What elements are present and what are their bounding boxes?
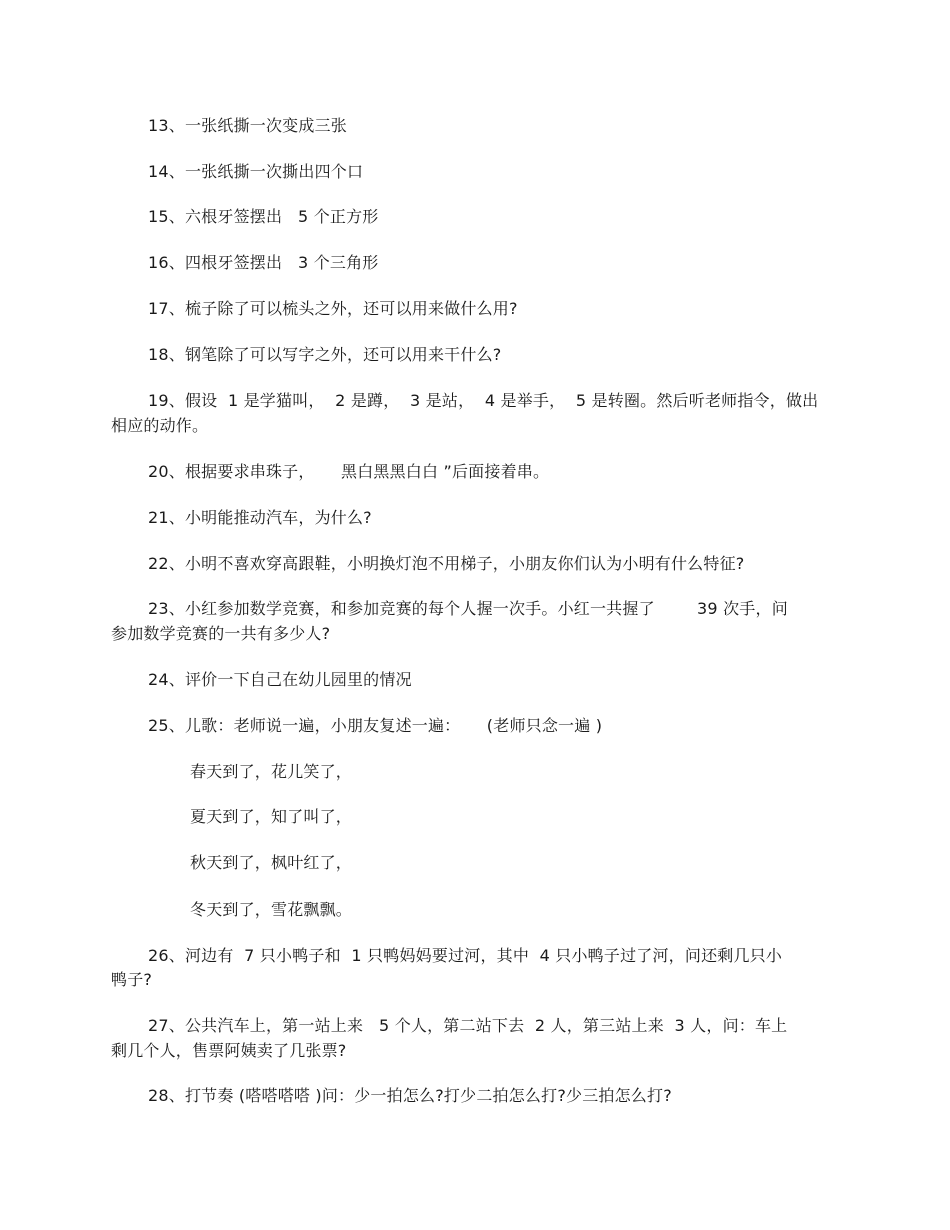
question-number: 26 [148, 946, 169, 965]
rhyme-line-autumn: 秋天到了，枫叶红了， [190, 853, 353, 872]
question-number: 23 [148, 599, 169, 618]
question-number: 28 [148, 1086, 169, 1105]
question-27-continuation: 剩几个人，售票阿姨卖了几张票? [111, 1041, 347, 1060]
question-number: 27 [148, 1016, 169, 1035]
question-number: 21 [148, 508, 169, 527]
question-18 [148, 344, 501, 366]
question-text: 、钢笔除了可以写字之外，还可以用来干什么? [168, 345, 502, 364]
question-number: 17 [148, 299, 169, 318]
question-23-continuation: 参加数学竞赛的一共有多少人? [111, 624, 331, 643]
rhyme-line-spring: 春天到了，花儿笑了， [190, 762, 353, 781]
question-text: 、一张纸撕一次变成三张 [168, 116, 347, 135]
rhyme-line-summer: 夏天到了，知了叫了， [190, 807, 353, 826]
question-23 [148, 598, 788, 620]
question-text: 、一张纸撕一次撕出四个口 [168, 162, 364, 181]
question-number: 22 [148, 554, 169, 573]
question-26-continuation: 鸭子? [111, 970, 153, 989]
question-16 [148, 252, 379, 274]
question-17 [148, 298, 518, 320]
question-text: 、四根牙签摆出 3 个三角形 [168, 253, 379, 272]
question-text: 、打节奏 (嗒嗒嗒嗒 )问：少一拍怎么?打少二拍怎么打?少三拍怎么打? [168, 1086, 672, 1105]
question-25 [148, 715, 602, 737]
question-number: 14 [148, 162, 169, 181]
question-14 [148, 161, 363, 183]
question-20 [148, 461, 549, 483]
question-text: 、儿歌：老师说一遍，小朋友复述一遍： (老师只念一遍 ) [168, 716, 603, 735]
question-number: 16 [148, 253, 169, 272]
question-number: 24 [148, 670, 169, 689]
question-24 [148, 669, 412, 691]
question-text: 、根据要求串珠子， 黑白黑黑白白 ”后面接着串。 [168, 462, 550, 481]
question-number: 18 [148, 345, 169, 364]
question-number: 20 [148, 462, 169, 481]
question-text: 、小明不喜欢穿高跟鞋，小明换灯泡不用梯子，小朋友你们认为小明有什么特征? [168, 554, 745, 573]
question-text: 、梳子除了可以梳头之外，还可以用来做什么用? [168, 299, 518, 318]
question-text: 、假设 1 是学猫叫， 2 是蹲， 3 是站， 4 是举手， 5 是转圈。然后听老师指令，做出 [168, 391, 819, 410]
question-19 [148, 390, 818, 412]
question-number: 25 [148, 716, 169, 735]
question-text: 、公共汽车上，第一站上来 5 个人，第二站下去 2 人，第三站上来 3 人，问：车上 [168, 1016, 788, 1035]
question-15 [148, 206, 379, 228]
question-22 [148, 553, 744, 575]
question-number: 19 [148, 391, 169, 410]
question-13 [148, 115, 347, 137]
question-26 [148, 945, 782, 967]
question-text: 、评价一下自己在幼儿园里的情况 [168, 670, 412, 689]
question-text: 、小明能推动汽车，为什么? [168, 508, 372, 527]
rhyme-line-winter: 冬天到了，雪花飘飘。 [190, 900, 353, 919]
question-21 [148, 507, 372, 529]
question-text: 、小红参加数学竞赛，和参加竞赛的每个人握一次手。小红一共握了 39 次手，问 [168, 599, 788, 618]
question-19-continuation: 相应的动作。 [111, 416, 209, 435]
question-number: 15 [148, 207, 169, 226]
question-text: 、河边有 7 只小鸭子和 1 只鸭妈妈要过河，其中 4 只小鸭子过了河，问还剩几只小 [168, 946, 783, 965]
question-27 [148, 1015, 787, 1037]
question-number: 13 [148, 116, 169, 135]
question-28 [148, 1085, 672, 1107]
question-text: 、六根牙签摆出 5 个正方形 [168, 207, 379, 226]
